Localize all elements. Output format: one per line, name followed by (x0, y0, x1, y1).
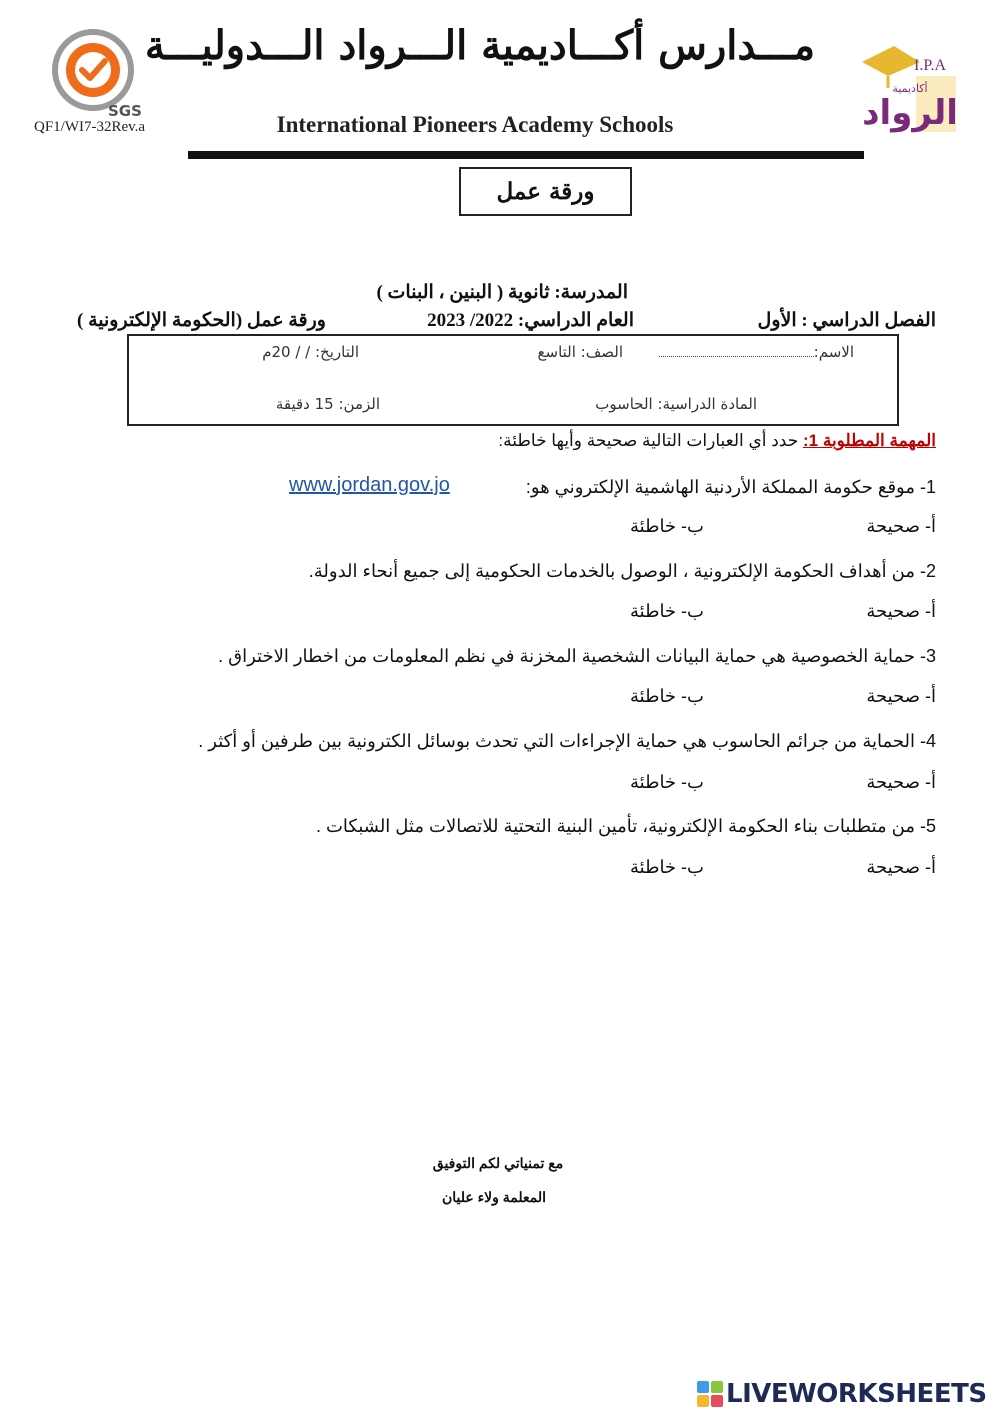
question-3-option-false[interactable]: ب- خاطئة (630, 686, 704, 706)
question-4: 4- الحماية من جرائم الحاسوب هي حماية الإجراءات التي تحدث بوسائل الكترونية بين طرفين أو أكثر . (198, 731, 936, 751)
question-1: 1- موقع حكومة المملكة الأردنية الهاشمية الإلكتروني هو: (525, 477, 936, 497)
form-code: QF1/WI7-32Rev.a (34, 119, 146, 135)
school-type: المدرسة: ثانوية ( البنين ، البنات ) (376, 282, 628, 303)
question-1-option-true[interactable]: أ- صحيحة (866, 516, 936, 536)
academy-logo-sub: أكاديمية (892, 82, 928, 95)
question-5-option-false[interactable]: ب- خاطئة (630, 857, 704, 877)
question-2-option-true[interactable]: أ- صحيحة (866, 601, 936, 621)
school-name-arabic: مـــدارس أكـــاديمية الـــرواد الـــدوليـــة (144, 22, 815, 69)
task-label: المهمة المطلوبة 1: (802, 431, 936, 450)
footer-wish: مع تمنياتي لكم التوفيق (432, 1155, 564, 1171)
worksheet-title: ورقة عمل (459, 167, 632, 216)
academy-logo-name: الرواد (862, 93, 958, 133)
liveworksheets-text: LIVEWORKSHEETS (726, 1379, 987, 1409)
question-4-option-true[interactable]: أ- صحيحة (866, 772, 936, 792)
subject-field: المادة الدراسية: الحاسوب (595, 395, 757, 413)
question-2-option-false[interactable]: ب- خاطئة (630, 601, 704, 621)
academic-year: العام الدراسي: 2022/ 2023 (427, 310, 634, 331)
question-5: 5- من متطلبات بناء الحكومة الإلكترونية، تأمين البنية التحتية للاتصالات مثل الشبكات . (315, 816, 936, 836)
question-3: 3- حماية الخصوصية هي حماية البيانات الشخصية المخزنة في نظم المعلومات من اخطار الاختراق . (218, 646, 936, 666)
name-label: الاسم: (813, 343, 854, 361)
duration-field: الزمن: 15 دقيقة (275, 395, 380, 413)
liveworksheets-watermark (697, 1379, 987, 1409)
sheet-topic: ورقة عمل (الحكومة الإلكترونية ) (77, 310, 326, 331)
certification-logo (38, 28, 148, 120)
footer-teacher: المعلمة ولاء عليان (441, 1189, 547, 1205)
question-5-option-true[interactable]: أ- صحيحة (866, 857, 936, 877)
question-2: 2- من أهداف الحكومة الإلكترونية ، الوصول بالخدمات الحكومية إلى جميع أنحاء الدولة. (308, 561, 936, 581)
question-1-url[interactable]: www.jordan.gov.jo (289, 474, 450, 496)
name-blank[interactable] (659, 344, 814, 357)
date-field[interactable]: التاريخ: / / 20م (262, 343, 359, 361)
class-field: الصف: التاسع (537, 343, 623, 361)
liveworksheets-logo-icon (697, 1381, 723, 1407)
academy-logo (858, 40, 962, 140)
cert-logo-text: SGS (108, 102, 142, 120)
name-field[interactable] (659, 343, 854, 361)
question-4-option-false[interactable]: ب- خاطئة (630, 772, 704, 792)
school-name-english: International Pioneers Academy Schools (276, 112, 674, 137)
task-heading (498, 431, 936, 451)
header-divider (188, 151, 864, 159)
semester: الفصل الدراسي : الأول (757, 310, 936, 331)
question-1-option-false[interactable]: ب- خاطئة (630, 516, 704, 536)
academy-logo-abbrev: I.P.A (914, 57, 947, 74)
question-3-option-true[interactable]: أ- صحيحة (866, 686, 936, 706)
task-instruction: حدد أي العبارات التالية صحيحة وأيها خاطئة: (498, 431, 803, 450)
